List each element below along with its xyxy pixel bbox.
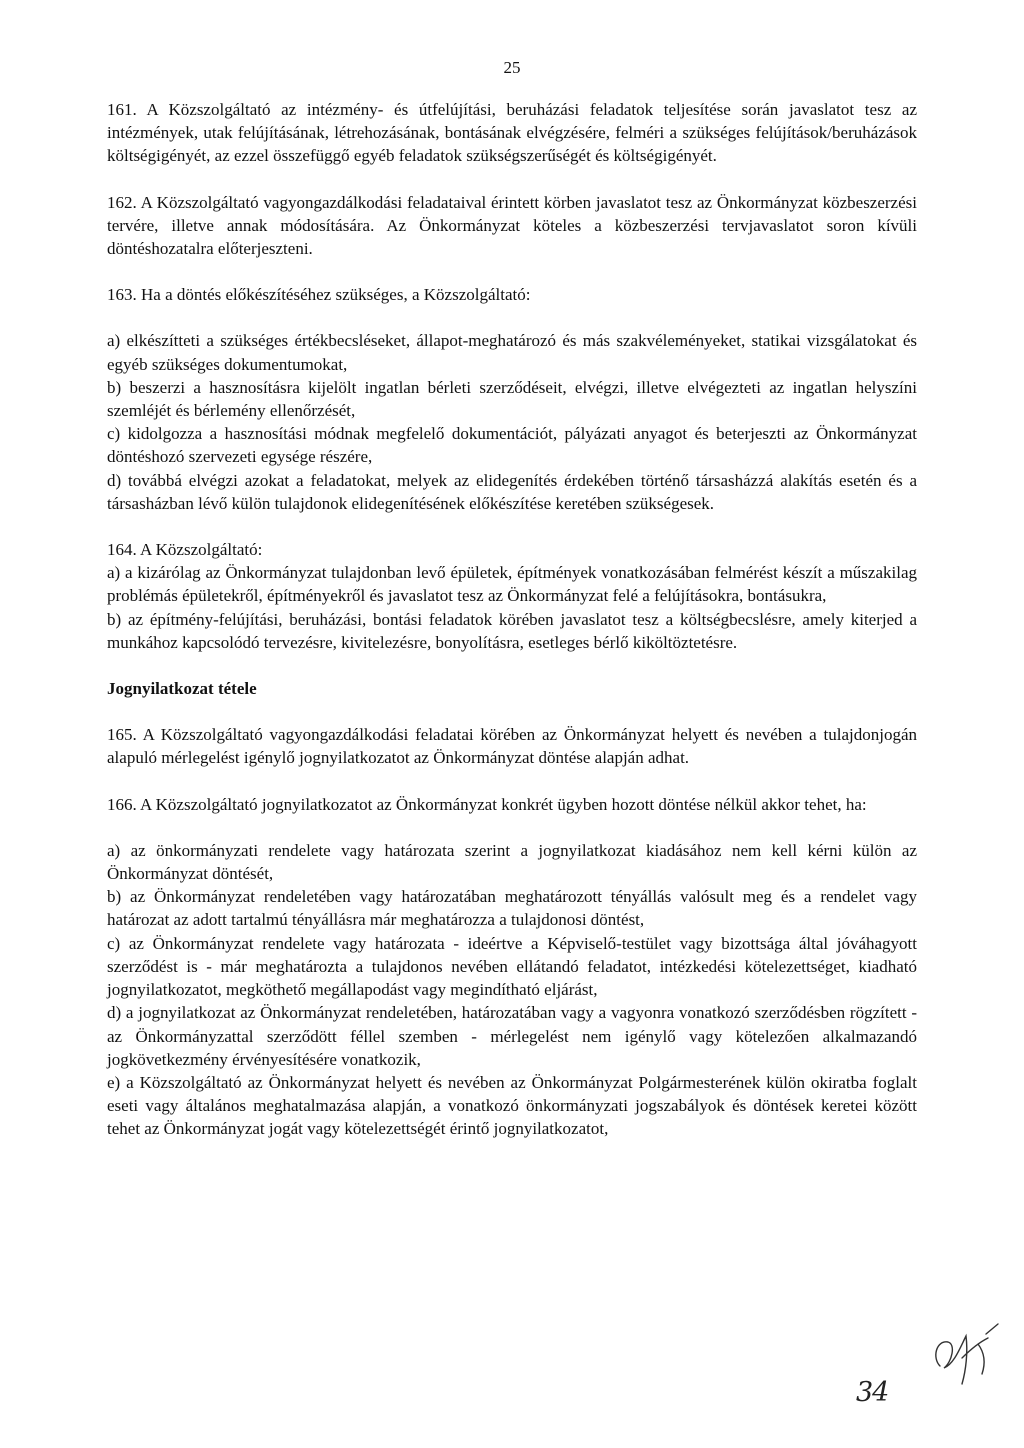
paragraph-166-c: c) az Önkormányzat rendelete vagy határozata - ideértve a Képviselő-testület vagy bizottsága által jóváhagyott szerződést is - már meghatározta a tulajdonos nevében ellátandó feladatot, intézkedési kötelezettséget, kiadható jognyilatkozatot, megköthető megállapodást vagy megindítható eljárást, (107, 933, 917, 1000)
paragraph-166-a: a) az önkormányzati rendelete vagy határozata szerint a jognyilatkozat kiadásához nem kell kérni külön az Önkormányzat döntését, (107, 840, 917, 884)
paragraph-165: 165. A Közszolgáltató vagyongazdálkodási feladatai körében az Önkormányzat helyett és nevében a tulajdonjogán alapuló mérlegelést igénylő jognyilatkozatot az Önkormányzat döntése alapján adhat. (107, 725, 917, 768)
paragraph-161: 161. A Közszolgáltató az intézmény- és útfelújítási, beruházási feladatok teljesítése során javaslatot tesz az intézmények, utak felújításának, létrehozásának, bontásának elvégzésére, felméri a szükséges felújítások/beruházások költségigényét, az ezzel összefüggő egyéb feladatok szükségszerűségét és költségigényét. (107, 100, 917, 166)
paragraph-166-intro: 166. A Közszolgáltató jognyilatkozatot az Önkormányzat konkrét ügyben hozott döntése nélkül akkor tehet, ha: (107, 794, 867, 814)
handwritten-page-number: 34 (856, 1377, 889, 1408)
section-heading: Jognyilatkozat tétele (107, 679, 257, 699)
page-number: 25 (503, 58, 521, 77)
paragraph-163-a: a) elkészítteti a szükséges értékbecsléseket, állapot-meghatározó és más szakvéleményeket, statikai vizsgálatokat és egyéb szükséges dokumentumokat, (107, 331, 917, 374)
paragraph-164-b: b) az építmény-felújítási, beruházási, bontási feladatok körében javaslatot tesz a költségbecslésre, amely kiterjed a munkához kapcsolódó tervezésre, kivitelezésre, bonyolításra, esetleges bérlő kiköltöztetésre. (107, 609, 917, 652)
paragraph-164-intro: 164. A Közszolgáltató: (107, 540, 263, 560)
paragraph-163-intro: 163. Ha a döntés előkészítéséhez szükséges, a Közszolgáltató: (107, 285, 531, 305)
paragraph-163-c: c) kidolgozza a hasznosítási módnak megfelelő dokumentációt, pályázati anyagot és beterjeszti az Önkormányzat döntéshozó szervezeti egysége részére, (107, 424, 917, 467)
paragraph-166-b: b) az Önkormányzat rendeletében vagy határozatában meghatározott tényállás valósult meg és a rendelet vagy határozat az adott tartalmú tényállásra már meghatározza a tulajdonosi döntést, (107, 887, 917, 930)
paragraph-163-d: d) továbbá elvégzi azokat a feladatokat, melyek az elidegenítés érdekében történő társasházzá alakítás esetén és a társasházban lévő külön tulajdonok elidegenítésének előkészítése keretében szükségesek. (107, 470, 917, 513)
paragraph-163-b: b) beszerzi a hasznosításra kijelölt ingatlan bérleti szerződéseit, elvégzi, illetve elvégezteti az ingatlan helyszíni szemléjét és bérlemény ellenőrzését, (107, 377, 917, 421)
paragraph-162: 162. A Közszolgáltató vagyongazdálkodási feladataival érintett körben javaslatot tesz az Önkormányzat közbeszerzési tervére, illetve annak módosítására. Az Önkormányzat köteles a közbeszerzési tervjavaslatot soron kívüli döntéshozatalra előterjeszteni. (107, 192, 917, 259)
paragraph-164-a: a) a kizárólag az Önkormányzat tulajdonban levő épületek, építmények vonatkozásában felmérést készít a műszakilag problémás épületekről, építményekről és javaslatot tesz az Önkormányzat felé a felújításokra, bontásukra, (107, 563, 917, 606)
paragraph-166-e: e) a Közszolgáltató az Önkormányzat helyett és nevében az Önkormányzat Polgármesterének külön okiratba foglalt eseti vagy általános meghatalmazása alapján, a vonatkozó önkormányzati jogszabályok és döntések keretei között tehet az Önkormányzat jogát vagy kötelezettségét érintő jognyilatkozatot, (107, 1072, 917, 1139)
signature-mark (926, 1318, 1006, 1390)
document-body (107, 98, 917, 1141)
paragraph-166-d: d) a jognyilatkozat az Önkormányzat rendeletében, határozatában vagy a vagyonra vonatkozó szerződésben rögzített - az Önkormányzattal szerződött féllel szemben - mérlegelést nem igénylő vagy kötelezően alkalmazandó jogkövetkezmény érvényesítésére vonatkozik, (107, 1003, 917, 1069)
